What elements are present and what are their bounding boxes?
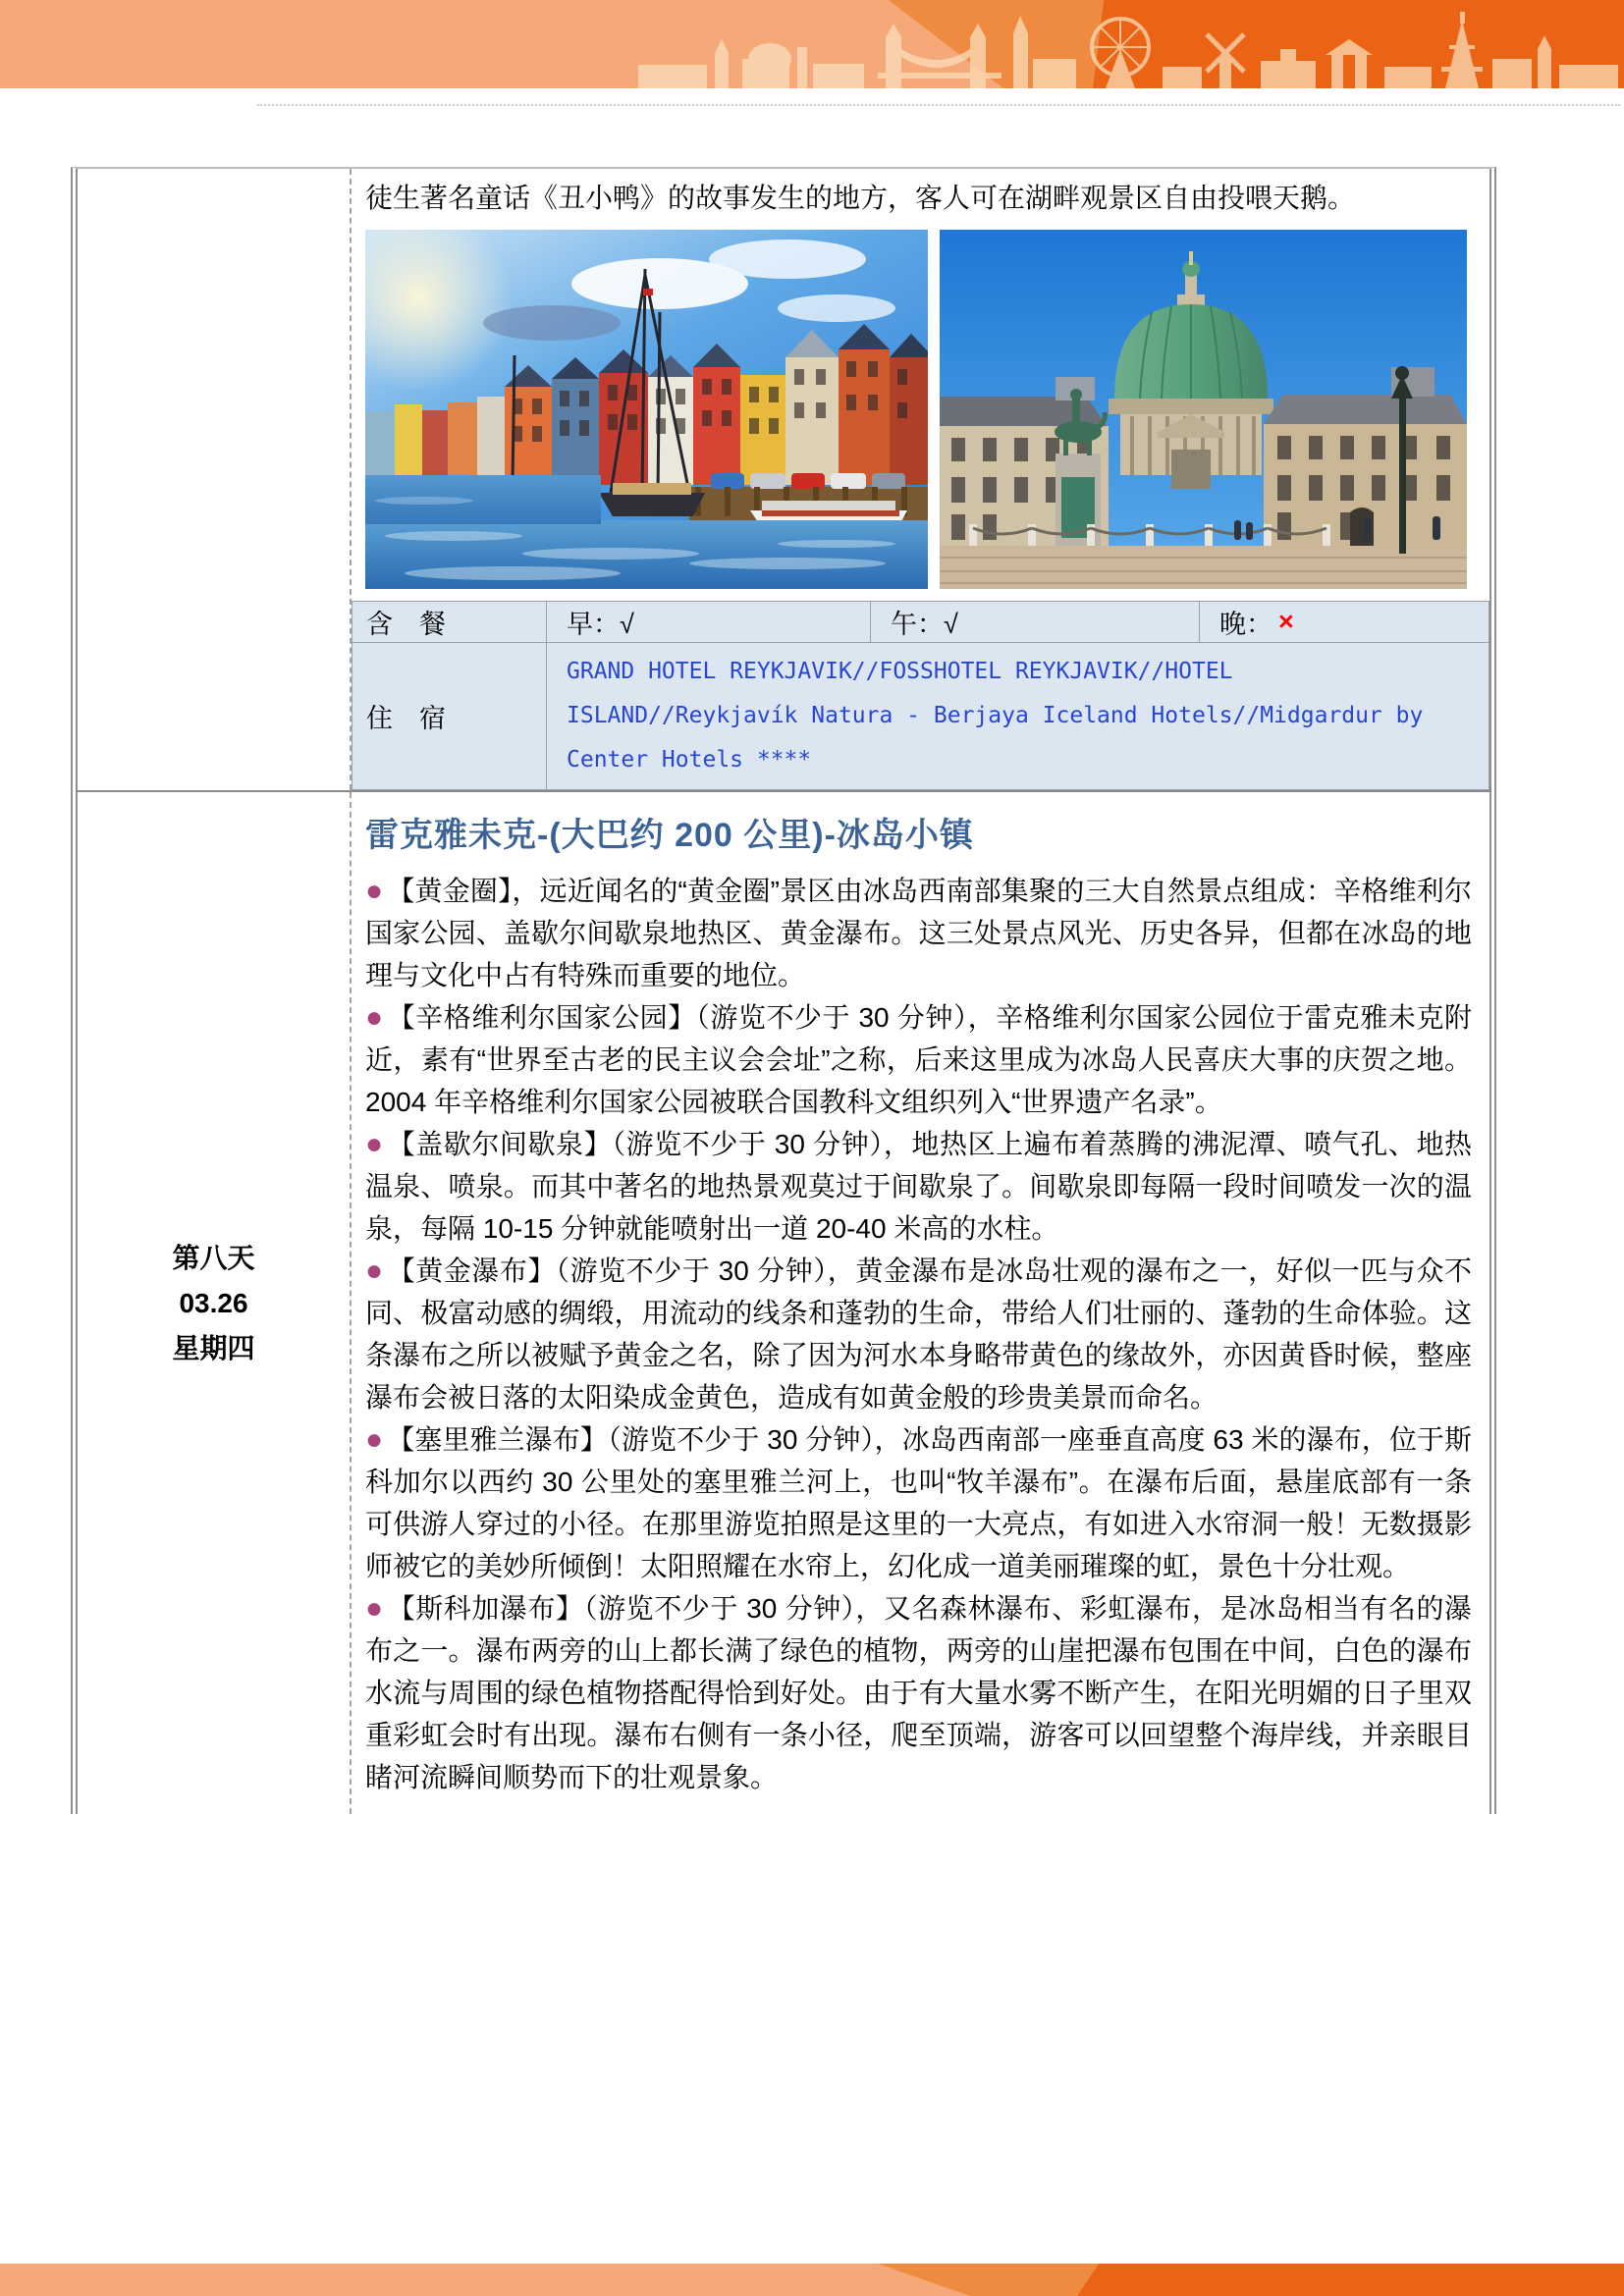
- meals-lodging-table: [352, 601, 1489, 790]
- bullet-icon: ●: [365, 1255, 384, 1287]
- paragraph-text: 【塞里雅兰瀑布】（游览不少于 30 分钟），冰岛西南部一座垂直高度 63 米的瀑布，位于斯科加尔以西约 30 公里处的塞里雅兰河上，也叫“牧羊瀑布”。在瀑布后面，悬崖底部有一条可供游人穿过的小径。在那里游览拍照是这里的一大亮点，有如进入水帘洞一般！无数摄影师被它的美妙所倾倒！太阳照耀在水帘上，幻化成一道美丽璀璨的虹，景色十分壮观。: [365, 1424, 1472, 1581]
- paragraph-text: 【盖歇尔间歇泉】（游览不少于 30 分钟），地热区上遍布着蒸腾的沸泥潭、喷气孔、地热温泉、喷泉。而其中著名的地热景观莫过于间歇泉了。间歇泉即每隔一段时间喷发一次的温泉，每隔 10-15 分钟就能喷射出一道 20-40 米高的水柱。: [365, 1129, 1472, 1244]
- previous-day-content: [352, 169, 1489, 790]
- bullet-icon: ●: [365, 1592, 384, 1625]
- photo-row: [352, 230, 1489, 589]
- day8-content: [352, 792, 1489, 1814]
- paragraph-gullfoss: [365, 1250, 1472, 1418]
- paragraph-text: 【黄金圈】，远近闻名的“黄金圈”景区由冰岛西南部集聚的三大自然景点组成：辛格维利尔国家公园、盖歇尔间歇泉地热区、黄金瀑布。这三处景点风光、历史各异，但都在冰岛的地理与文化中占有特殊而重要的地位。: [365, 876, 1472, 990]
- page-header-band: [0, 0, 1624, 88]
- bullet-icon: ●: [365, 875, 384, 907]
- dinner-x-mark: ×: [1278, 607, 1294, 636]
- bullet-icon: ●: [365, 1001, 384, 1034]
- header-dotted-divider: [257, 104, 1620, 106]
- bullet-icon: ●: [365, 1423, 384, 1456]
- dinner-cell: [1200, 602, 1489, 643]
- day8-route-title: 雷克雅未克-(大巴约 200 公里)-冰岛小镇: [365, 817, 974, 854]
- day8-number: 第八天: [172, 1242, 255, 1273]
- dinner-label: 晚：: [1219, 610, 1272, 639]
- paragraph-thingvellir: [365, 996, 1472, 1123]
- lodging-hotels: GRAND HOTEL REYKJAVIK//FOSSHOTEL REYKJAVIK//HOTEL ISLAND//Reykjavík Natura - Berjaya Iceland Hotels//Midgardur by Center Hotels ****: [567, 659, 1424, 773]
- paragraph-skogafoss: [365, 1587, 1472, 1798]
- intro-text: 徒生著名童话《丑小鸭》的故事发生的地方，客人可在湖畔观景区自由投喂天鹅。: [365, 183, 1356, 213]
- section-previous-day: [78, 169, 1489, 792]
- section-day8: [78, 792, 1489, 1814]
- meals-label: 含 餐: [352, 602, 547, 643]
- bullet-icon: ●: [365, 1128, 384, 1160]
- paragraph-text: 【斯科加瀑布】（游览不少于 30 分钟），又名森林瀑布、彩虹瀑布，是冰岛相当有名的瀑布之一。瀑布两旁的山上都长满了绿色的植物，两旁的山崖把瀑布包围在中间，白色的瀑布水流与周围的绿色植物搭配得恰到好处。由于有大量水雾不断产生，在阳光明媚的日子里双重彩虹会时有出现。瀑布右侧有一条小径，爬至顶端，游客可以回望整个海岸线，并亲眼目睹河流瞬间顺势而下的壮观景象。: [365, 1593, 1472, 1792]
- european-skyline-icon: [632, 10, 1624, 88]
- paragraph-golden-circle: [365, 870, 1472, 996]
- paragraph-seljalandsfoss: [365, 1418, 1472, 1587]
- breakfast-cell: 早：√: [547, 602, 871, 643]
- page-footer-band: [0, 2264, 1624, 2296]
- amalienborg-palace-photo: [940, 230, 1467, 589]
- day8-date: 03.26: [179, 1287, 248, 1318]
- day8-column: [78, 792, 352, 1814]
- paragraph-geysir: [365, 1123, 1472, 1250]
- paragraph-text: 【辛格维利尔国家公园】（游览不少于 30 分钟），辛格维利尔国家公园位于雷克雅未克附近，素有“世界至古老的民主议会会址”之称，后来这里成为冰岛人民喜庆大事的庆贺之地。2004 年辛格维利尔国家公园被联合国教科文组织列入“世界遗产名录”。: [365, 1002, 1472, 1117]
- lunch-cell: 午：√: [871, 602, 1200, 643]
- itinerary-table: [71, 167, 1496, 1814]
- paragraph-text: 【黄金瀑布】（游览不少于 30 分钟），黄金瀑布是冰岛壮观的瀑布之一，好似一匹与众不同、极富动感的绸缎，用流动的线条和蓬勃的生命，带给人们壮丽的、蓬勃的生命体验。这条瀑布之所以被赋予黄金之名，除了因为河水本身略带黄色的缘故外，亦因黄昏时候，整座瀑布会被日落的太阳染成金黄色，造成有如黄金般的珍贵美景而命名。: [365, 1255, 1472, 1413]
- nyhavn-canal-photo: [365, 230, 928, 589]
- day8-weekday: 星期四: [172, 1332, 255, 1363]
- day-column-empty: [78, 169, 352, 790]
- lodging-label: 住 宿: [352, 643, 547, 789]
